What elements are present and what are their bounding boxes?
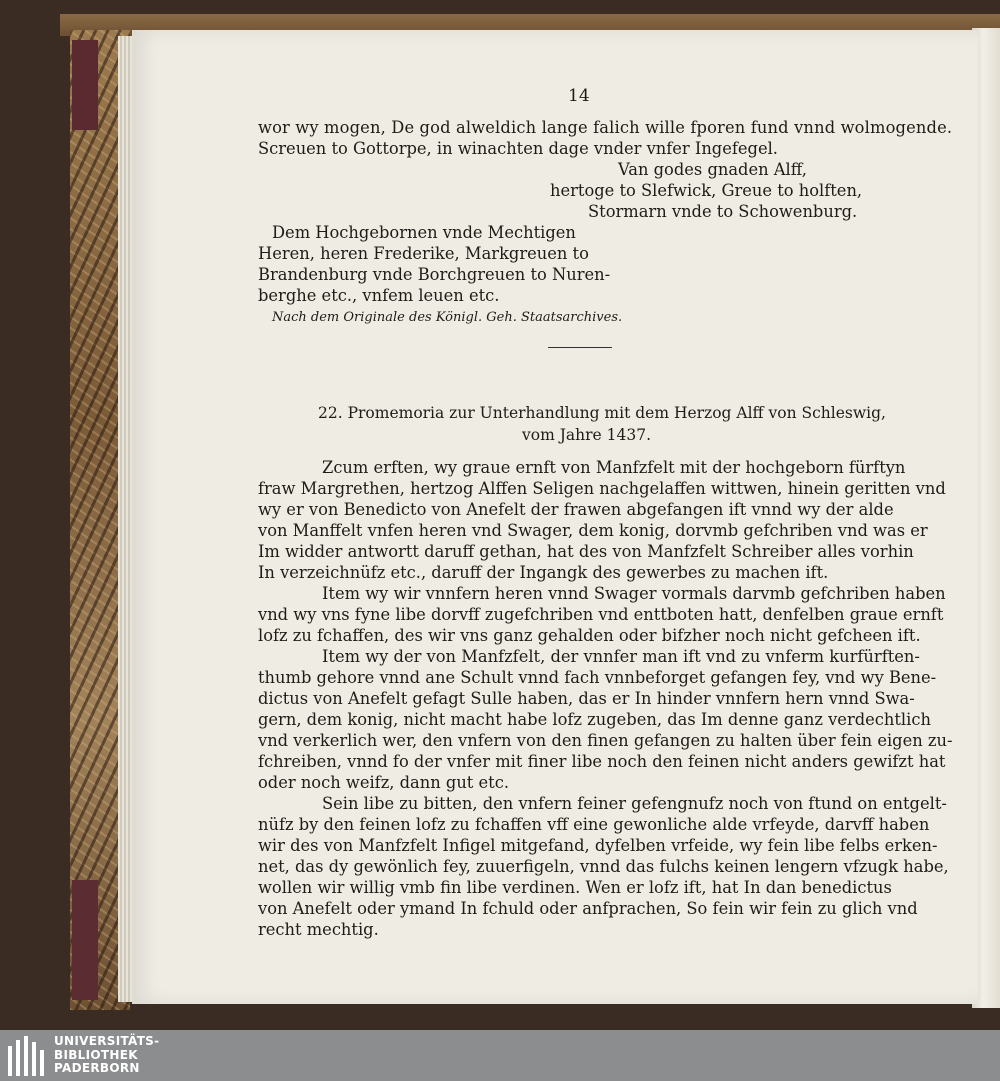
signature-line: hertoge to Slefwick, Greue to holften, [550, 181, 863, 200]
section-divider [548, 347, 612, 348]
library-name [54, 1035, 159, 1076]
text-line: wy er von Benedicto von Anefelt der frawen abgefangen ift vnnd wy der alde [258, 500, 894, 519]
text-line: lofz zu fchaffen, des wir vns ganz gehalden oder bifzher noch nicht gefcheen ift. [258, 626, 921, 645]
text-line: gern, dem konig, nicht macht habe lofz zugeben, das Im denne ganz verdechtlich [258, 710, 931, 729]
library-name-line: BIBLIOTHEK [54, 1047, 138, 1062]
text-line: thumb gehore vnnd ane Schult vnnd fach vnnbeforget gefangen fey, vnd wy Bene- [258, 668, 937, 687]
text-line: wor wy mogen, De god alweldich lange falich wille fporen fund vnnd wolmogende. [258, 118, 953, 137]
section-heading: vom Jahre 1437. [522, 426, 652, 444]
address-line: berghe etc., vnfem leuen etc. [258, 286, 500, 305]
text-line: Im widder antwortt daruff gethan, hat des von Manfzfelt Schreiber alles vorhin [258, 542, 914, 561]
text-line: vnd wy vns fyne libe dorvff zugefchriben vnd enttboten hatt, denfelben graue ernft [258, 605, 944, 624]
text-line: fraw Margrethen, hertzog Alffen Seligen nachgelaffen wittwen, hinein geritten vnd [258, 479, 946, 498]
library-footer [0, 1030, 1000, 1081]
text-line: Zcum erften, wy graue ernft von Manfzfelt mit der hochgeborn fürftyn [322, 458, 906, 477]
section-heading: 22. Promemoria zur Unterhandlung mit dem Herzog Alff von Schleswig, [318, 404, 886, 422]
text-line: von Anefelt oder ymand In fchuld oder anfprachen, So fein wir fein zu glich vnd [258, 899, 918, 918]
text-line: In verzeichnüfz etc., daruff der Ingangk des gewerbes zu machen ift. [258, 563, 829, 582]
binding-corner [72, 880, 98, 1000]
source-note: Nach dem Originale des Königl. Geh. Staatsarchives. [272, 310, 623, 325]
text-line: Item wy der von Manfzfelt, der vnnfer man ift vnd zu vnferm kurfürften- [322, 647, 920, 666]
address-line: Heren, heren Frederike, Markgreuen to [258, 244, 589, 263]
text-line: von Manffelt vnfen heren vnd Swager, dem konig, dorvmb gefchriben vnd was er [258, 521, 928, 540]
text-line: wir des von Manfzfelt Infigel mitgefand, dyfelben vrfeide, wy fein libe felbs erken- [258, 836, 938, 855]
library-name-line: PADERBORN [54, 1061, 140, 1075]
library-name-line: UNIVERSITÄTS- [54, 1034, 160, 1048]
text-line: fchreiben, vnnd fo der vnfer mit finer libe noch den feinen nicht anders gewifzt hat [258, 752, 946, 771]
binding-corner [72, 40, 98, 130]
text-line: dictus von Anefelt gefagt Sulle haben, das er In hinder vnnfern hern vnnd Swa- [258, 689, 915, 708]
text-line: net, das dy gewönlich fey, zuuerfigeln, vnnd das fulchs keinen lengern vfzugk habe, [258, 857, 949, 876]
text-line: recht mechtig. [258, 920, 379, 939]
text-line: Screuen to Gottorpe, in winachten dage vnder vnfer Ingefegel. [258, 139, 778, 158]
signature-line: Van godes gnaden Alff, [618, 160, 807, 179]
text-line: Item wy wir vnnfern heren vnnd Swager vormals darvmb gefchriben haben [322, 584, 946, 603]
page-number: 14 [568, 86, 590, 106]
address-line: Dem Hochgebornen vnde Mechtigen [272, 223, 576, 242]
text-line: vnd verkerlich wer, den vnfern von den finen gefangen zu halten über fein eigen zu- [258, 731, 953, 750]
text-line: nüfz by den feinen lofz zu fchaffen vff eine gewonliche alde vrfeyde, darvff haben [258, 815, 930, 834]
text-line: Sein libe zu bitten, den vnfern feiner gefengnufz noch von ftund on entgelt- [322, 794, 947, 813]
signature-line: Stormarn vnde to Schowenburg. [588, 202, 858, 221]
address-line: Brandenburg vnde Borchgreuen to Nuren- [258, 265, 611, 284]
text-line: oder noch weifz, dann gut etc. [258, 773, 509, 792]
library-logo-icon [8, 1036, 48, 1076]
text-line: wollen wir willig vmb fin libe verdinen. Wen er lofz ift, hat In dan benedictus [258, 878, 892, 897]
